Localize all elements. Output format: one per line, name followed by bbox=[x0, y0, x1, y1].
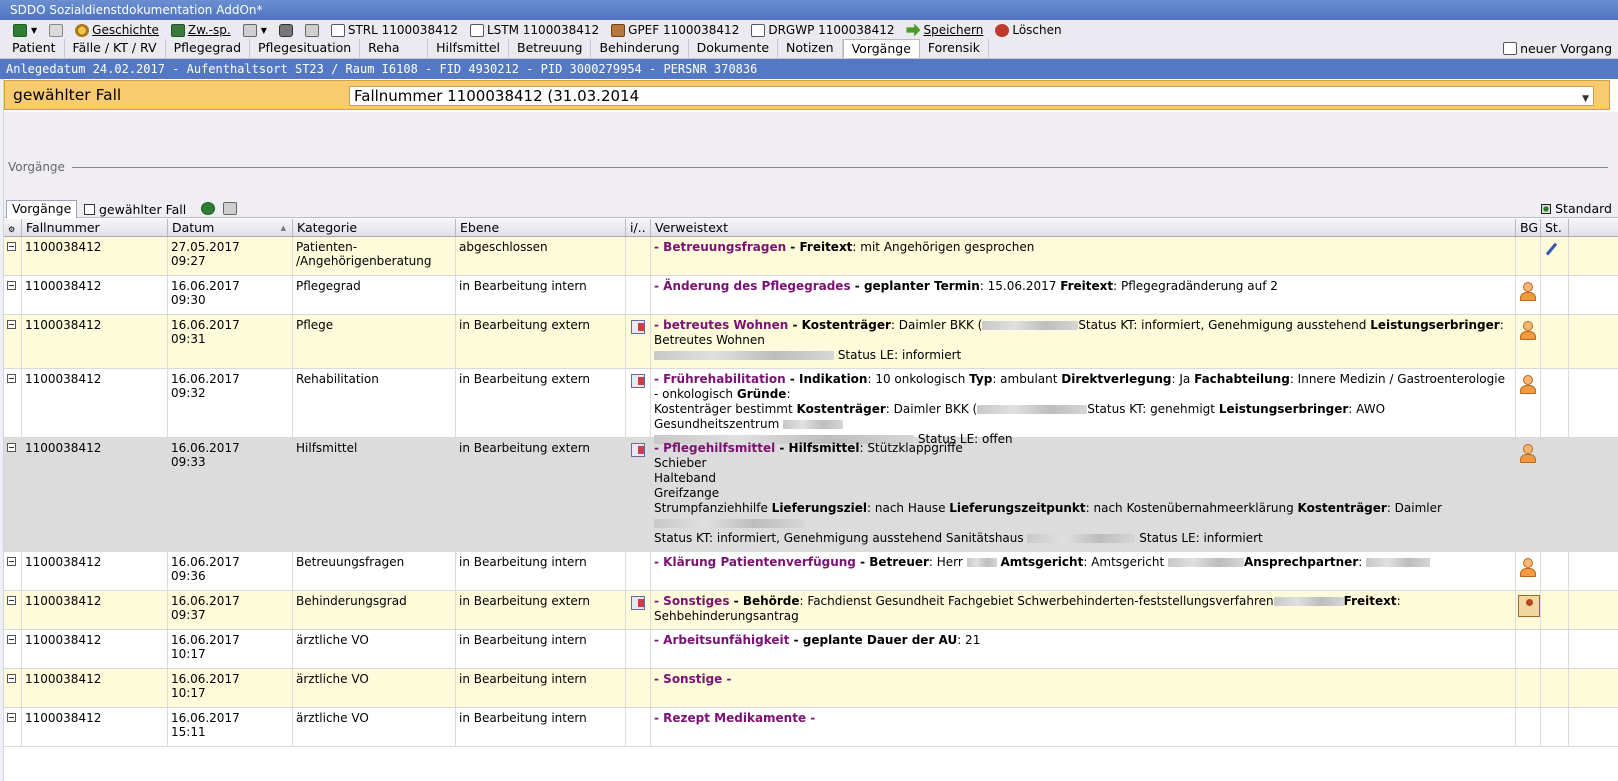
section-divider bbox=[72, 167, 1608, 168]
header-bg[interactable]: BG bbox=[1516, 219, 1541, 236]
tab-faelle[interactable]: Fälle / KT / RV bbox=[65, 39, 166, 58]
speichern-button[interactable]: Speichern bbox=[901, 21, 988, 39]
patient-info-bar: Anlegedatum 24.02.2017 - Aufenthaltsort ST23 / Raum I6108 - FID 4930212 - PID 3000279954 - PERSNR 370836 bbox=[0, 59, 1618, 79]
redacted-text bbox=[977, 405, 1087, 414]
chevron-down-icon: ▼ bbox=[260, 25, 267, 35]
header-kategorie[interactable]: Kategorie bbox=[293, 219, 456, 236]
lstm-button[interactable]: LSTM 1100038412 bbox=[465, 21, 604, 39]
strl-icon bbox=[331, 24, 345, 37]
collapse-icon[interactable] bbox=[7, 242, 16, 251]
person-icon[interactable] bbox=[1520, 282, 1536, 302]
external-document-icon[interactable] bbox=[631, 443, 645, 457]
print-icon bbox=[243, 24, 257, 37]
table-header bbox=[4, 219, 1618, 237]
fall-select-value: Fallnummer 1100038412 (31.03.2014 bbox=[354, 87, 640, 105]
sort-asc-icon: ▲ bbox=[280, 224, 286, 232]
gpef-button[interactable]: GPEF 1100038412 bbox=[606, 21, 744, 39]
staff-icon[interactable] bbox=[1518, 595, 1540, 617]
header-verweistext[interactable]: Verweistext bbox=[651, 219, 1516, 236]
chevron-down-icon: ▼ bbox=[31, 25, 38, 35]
toolbar bbox=[0, 20, 1618, 40]
standard-radio[interactable]: Standard bbox=[1541, 201, 1612, 216]
scan-button[interactable] bbox=[300, 21, 324, 39]
external-document-icon[interactable] bbox=[631, 374, 645, 388]
collapse-icon[interactable] bbox=[7, 320, 16, 329]
vorgaenge-section-bg bbox=[4, 112, 1618, 206]
camera-icon bbox=[279, 24, 293, 37]
tab-forensik[interactable]: Forensik bbox=[920, 39, 989, 58]
grid-icon bbox=[13, 24, 27, 37]
section-label: Vorgänge bbox=[8, 160, 71, 174]
person-icon[interactable] bbox=[1520, 444, 1536, 464]
radio-icon bbox=[1541, 204, 1551, 214]
redacted-text bbox=[654, 351, 834, 360]
lstm-icon bbox=[470, 24, 484, 37]
fall-select[interactable] bbox=[349, 86, 1594, 106]
redacted-text bbox=[967, 558, 997, 567]
header-st[interactable]: St. bbox=[1541, 219, 1569, 236]
subtab-vorgaenge[interactable]: Vorgänge bbox=[6, 200, 77, 218]
table-row[interactable]: 1100038412 16.06.2017 10:17 ärztliche VO in Bearbeitung intern - Arbeitsunfähigkeit - geplante Dauer der AU: 21 bbox=[4, 630, 1618, 669]
gewaehlter-fall-checkbox[interactable]: gewählter Fall bbox=[84, 202, 186, 217]
print-button[interactable] bbox=[238, 21, 272, 39]
person-icon[interactable] bbox=[1520, 558, 1536, 578]
chevron-down-icon: ▼ bbox=[1582, 94, 1589, 104]
header-settings[interactable] bbox=[4, 219, 22, 236]
tab-dokumente[interactable]: Dokumente bbox=[689, 39, 778, 58]
window-title: SDDO Sozialdienstdokumentation AddOn* bbox=[10, 3, 263, 17]
external-document-icon[interactable] bbox=[631, 320, 645, 334]
header-fallnummer[interactable]: Fallnummer bbox=[22, 219, 168, 236]
person-icon[interactable] bbox=[1520, 375, 1536, 395]
table-row[interactable]: 1100038412 16.06.2017 09:36 Betreuungsfragen in Bearbeitung intern - Klärung Patientenverfügung - Betreuer: Herr Amtsgericht: Amtsgericht Ansprechpartner: bbox=[4, 552, 1618, 591]
redacted-text bbox=[1274, 597, 1344, 606]
table-row[interactable]: 1100038412 16.06.2017 09:32 Rehabilitation in Bearbeitung extern - Frührehabilitation - Indikation: 10 onkologisch Typ: ambulant Direktverlegung: Ja Fachabteilung: Innere Medizin / Gastroenterologie - onkologisch Gründe: Kostenträger bestimmt Kostenträger: Daimler BKK ( Status KT: genehmigt Leistungserbringer: AWO Gesundheitszentrum Status LE: offen bbox=[4, 369, 1618, 438]
collapse-icon[interactable] bbox=[7, 374, 16, 383]
redacted-text bbox=[1366, 558, 1430, 567]
drgwp-icon bbox=[751, 24, 765, 37]
tab-betreuung[interactable]: Betreuung bbox=[509, 39, 591, 58]
main-tabs bbox=[0, 40, 1618, 59]
new-vorgang-button[interactable]: neuer Vorgang bbox=[1503, 41, 1612, 56]
table-row[interactable]: 1100038412 16.06.2017 15:11 ärztliche VO in Bearbeitung intern - Rezept Medikamente - bbox=[4, 708, 1618, 747]
loeschen-button[interactable]: Löschen bbox=[990, 21, 1066, 39]
tab-reha[interactable]: Reha bbox=[360, 39, 428, 58]
edit-pen-icon[interactable] bbox=[1546, 243, 1557, 256]
header-ebene[interactable]: Ebene bbox=[456, 219, 626, 236]
gpef-icon bbox=[611, 24, 625, 37]
checkbox-box bbox=[84, 204, 95, 215]
geschichte-button[interactable]: Geschichte bbox=[70, 21, 164, 39]
collapse-icon[interactable] bbox=[7, 713, 16, 722]
collapse-icon[interactable] bbox=[7, 443, 16, 452]
settings-icon: ⚙ bbox=[8, 225, 16, 234]
redacted-text bbox=[654, 519, 804, 528]
header-info[interactable]: i/.. bbox=[626, 219, 651, 236]
history-icon bbox=[75, 24, 89, 37]
person-icon[interactable] bbox=[1520, 321, 1536, 341]
refresh-icon[interactable] bbox=[201, 202, 215, 215]
fall-selector-panel bbox=[4, 80, 1610, 110]
tab-pflegesituation[interactable]: Pflegesituation bbox=[250, 39, 360, 58]
drgwp-button[interactable]: DRGWP 1100038412 bbox=[746, 21, 899, 39]
tab-hilfsmittel[interactable]: Hilfsmittel bbox=[428, 39, 509, 58]
collapse-icon[interactable] bbox=[7, 635, 16, 644]
external-document-icon[interactable] bbox=[631, 596, 645, 610]
table-row[interactable]: 1100038412 16.06.2017 10:17 ärztliche VO in Bearbeitung intern - Sonstige - bbox=[4, 669, 1618, 708]
speichern-icon bbox=[906, 24, 920, 37]
window-title-bar bbox=[0, 0, 1618, 20]
delete-icon bbox=[995, 24, 1009, 37]
table-row[interactable]: 1100038412 27.05.2017 09:27 Patienten- /Angehörigenberatung abgeschlossen - Betreuungsfragen - Freitext: mit Angehörigen gesprochen bbox=[4, 237, 1618, 276]
collapse-icon[interactable] bbox=[7, 557, 16, 566]
camera-button[interactable] bbox=[274, 21, 298, 39]
fall-label: gewählter Fall bbox=[13, 86, 122, 104]
subtab-bar bbox=[4, 200, 1618, 218]
zwischenspeichern-button[interactable]: Zw.-sp. bbox=[166, 21, 236, 39]
tab-behinderung[interactable]: Behinderung bbox=[591, 39, 688, 58]
list-view-button[interactable] bbox=[44, 21, 68, 39]
table-row[interactable]: 1100038412 16.06.2017 09:31 Pflege in Bearbeitung extern - betreutes Wohnen - Kostenträger: Daimler BKK ( Status KT: informiert, Genehmigung ausstehend Leistungserbringer: Betreutes Wohnen Status LE: informiert bbox=[4, 315, 1618, 369]
collapse-icon[interactable] bbox=[7, 281, 16, 290]
table-row[interactable]: 1100038412 16.06.2017 09:37 Behinderungsgrad in Bearbeitung extern - Sonstiges - Behörde: Fachdienst Gesundheit Fachgebiet Schwerbehinderten-feststellungsverfahren Freitext: Sehbehinderungsantrag bbox=[4, 591, 1618, 630]
save-icon bbox=[171, 24, 185, 37]
vorgaenge-table bbox=[4, 219, 1618, 747]
new-document-icon bbox=[1503, 42, 1517, 55]
print-icon[interactable] bbox=[223, 202, 237, 215]
redacted-text bbox=[1168, 558, 1244, 567]
tab-pflegegrad[interactable]: Pflegegrad bbox=[166, 39, 250, 58]
tab-vorgaenge[interactable]: Vorgänge bbox=[843, 39, 920, 58]
tab-patient[interactable]: Patient bbox=[4, 39, 65, 58]
collapse-icon[interactable] bbox=[7, 674, 16, 683]
strl-button[interactable]: STRL 1100038412 bbox=[326, 21, 463, 39]
collapse-icon[interactable] bbox=[7, 596, 16, 605]
redacted-text bbox=[1027, 534, 1135, 543]
grid-view-button[interactable] bbox=[8, 21, 42, 39]
table-row-selected[interactable]: 1100038412 16.06.2017 09:33 Hilfsmittel in Bearbeitung extern - Pflegehilfsmittel - Hilfsmittel: Stützklappgriffe Schieber Halteband Greifzange Strumpfanziehhilfe Lieferungsziel: nach Hause Lieferungszeitpunkt: nach Kostenübernahmeerklärung Kostenträger: Daimler Status KT: informiert, Genehmigung ausstehend Sanitätshaus Status LE: informiert bbox=[4, 438, 1618, 552]
list-icon bbox=[49, 24, 63, 37]
scan-icon bbox=[305, 24, 319, 37]
redacted-text bbox=[982, 321, 1078, 330]
redacted-text bbox=[783, 420, 843, 429]
table-row[interactable]: 1100038412 16.06.2017 09:30 Pflegegrad in Bearbeitung intern - Änderung des Pflegegrades - geplanter Termin: 15.06.2017 Freitext: Pflegegradänderung auf 2 bbox=[4, 276, 1618, 315]
header-datum[interactable]: Datum ▲ bbox=[168, 219, 293, 236]
tab-notizen[interactable]: Notizen bbox=[778, 39, 843, 58]
